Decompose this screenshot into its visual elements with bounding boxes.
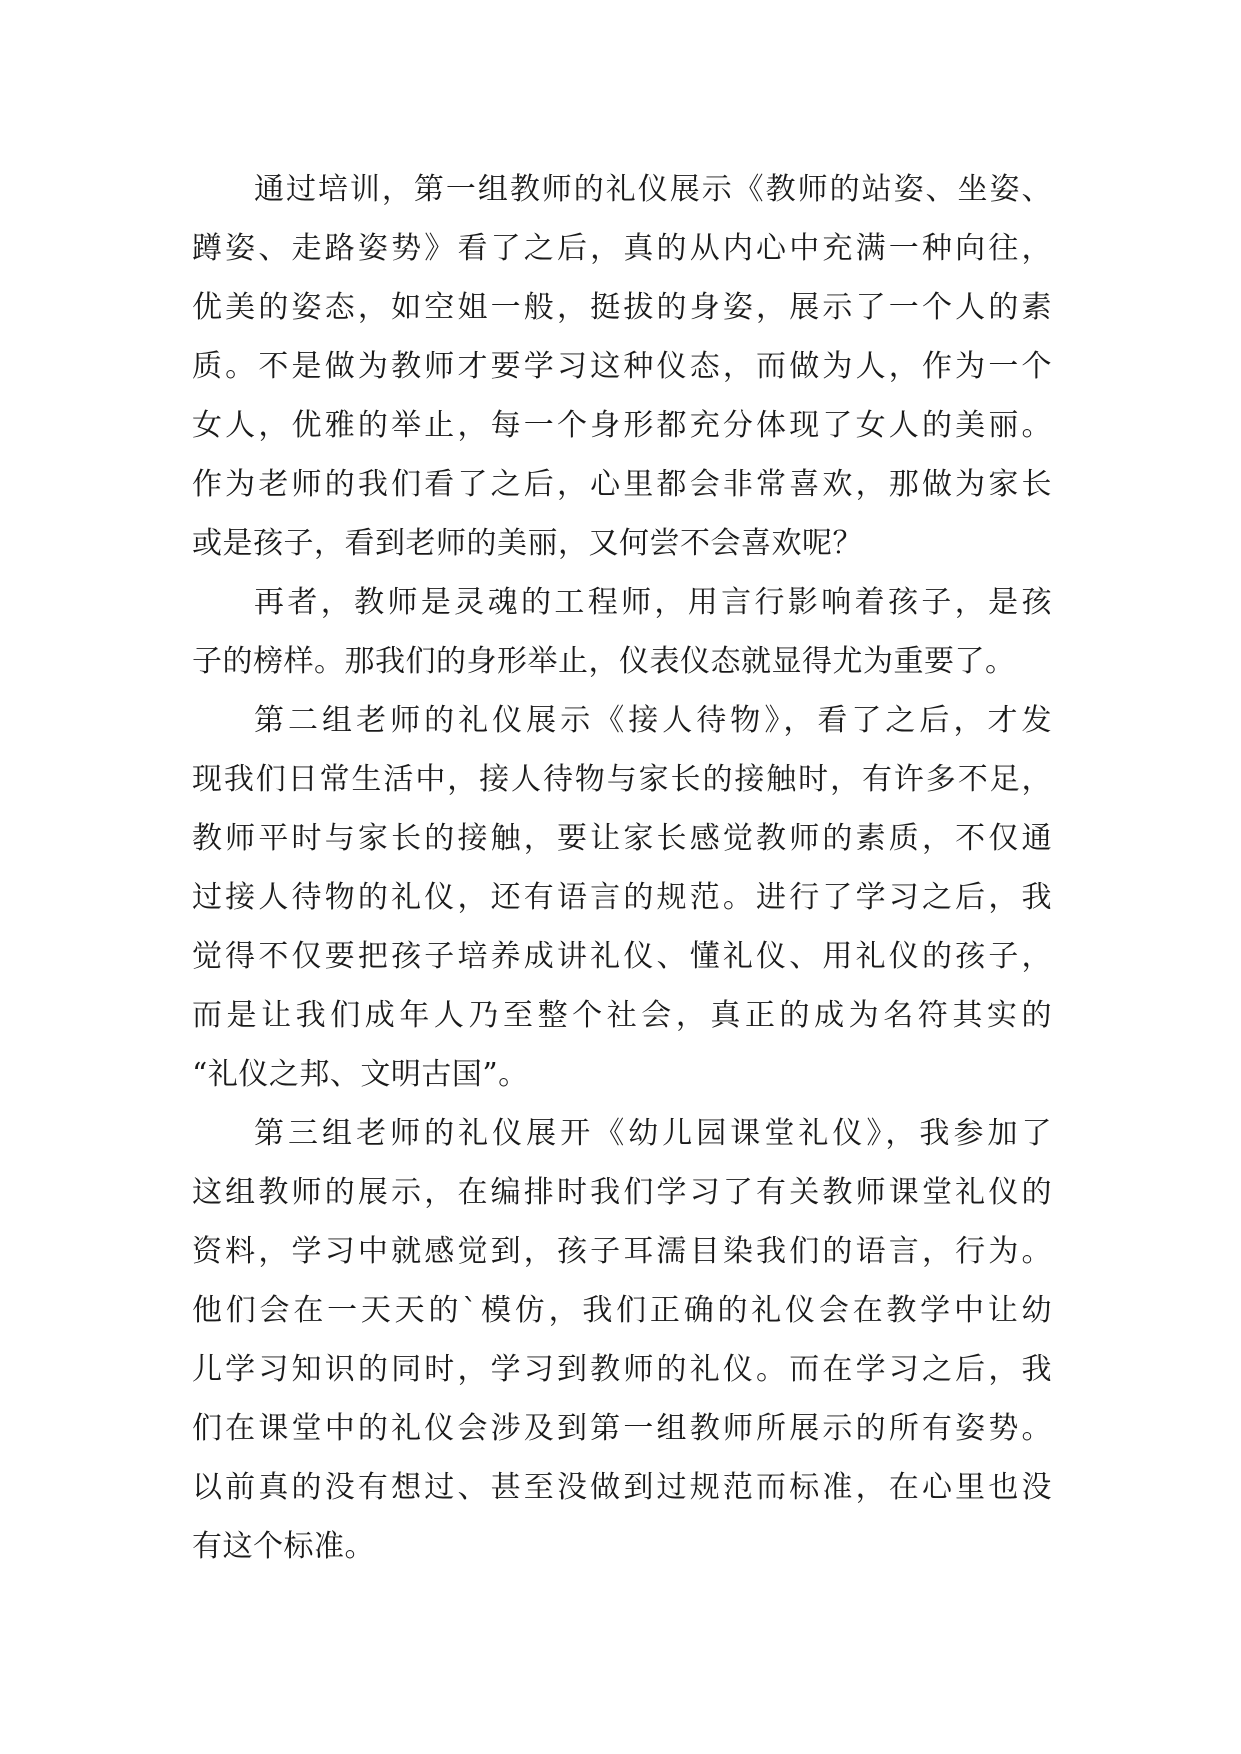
paragraph-3-line-3: 教师平时与家长的接触，要让家长感觉教师的素质，不仅通 [192,821,1052,856]
paragraph-1-line-5: 女人，优雅的举止，每一个身形都充分体现了女人的美丽。 [192,408,1052,443]
paragraph-3-line-7: “礼仪之邦、文明古国”。 [192,1057,529,1092]
paragraph-1-line-2: 蹲姿、走路姿势》看了之后，真的从内心中充满一种向往， [192,231,1052,266]
paragraph-3-line-2: 现我们日常生活中，接人待物与家长的接触时，有许多不足， [192,762,1052,797]
paragraph-1-line-7: 或是孩子，看到老师的美丽，又何尝不会喜欢呢？ [192,526,863,561]
paragraph-3-line-6: 而是让我们成年人乃至整个社会，真正的成为名符其实的 [192,998,1052,1033]
paragraph-1-line-4: 质。不是做为教师才要学习这种仪态，而做为人，作为一个 [192,349,1052,384]
paragraph-1-line-6: 作为老师的我们看了之后，心里都会非常喜欢，那做为家长 [192,467,1052,502]
paragraph-2-line-2: 子的榜样。那我们的身形举止，仪表仪态就显得尤为重要了。 [192,644,1016,679]
paragraph-1-line-3: 优美的姿态，如空姐一般，挺拔的身姿，展示了一个人的素 [192,290,1052,325]
paragraph-4-line-8: 有这个标准。 [192,1529,375,1564]
paragraph-3-line-1: 第二组老师的礼仪展示《接人待物》，看了之后，才发 [254,703,1052,738]
paragraph-3-line-5: 觉得不仅要把孩子培养成讲礼仪、懂礼仪、用礼仪的孩子， [192,939,1052,974]
document-body [192,160,1052,1576]
paragraph-4-line-3: 资料，学习中就感觉到，孩子耳濡目染我们的语言，行为。 [192,1234,1052,1269]
paragraph-1-line-1: 通过培训，第一组教师的礼仪展示《教师的站姿、坐姿、 [254,172,1052,207]
paragraph-4-line-5: 儿学习知识的同时，学习到教师的礼仪。而在学习之后，我 [192,1352,1052,1387]
paragraph-3-line-4: 过接人待物的礼仪，还有语言的规范。进行了学习之后，我 [192,880,1052,915]
paragraph-4-line-1: 第三组老师的礼仪展开《幼儿园课堂礼仪》，我参加了 [254,1116,1052,1151]
paragraph-4-line-4: 他们会在一天天的`模仿，我们正确的礼仪会在教学中让幼 [192,1293,1052,1328]
paragraph-4-line-7: 以前真的没有想过、甚至没做到过规范而标准，在心里也没 [192,1470,1052,1505]
paragraph-4-line-6: 们在课堂中的礼仪会涉及到第一组教师所展示的所有姿势。 [192,1411,1052,1446]
paragraph-2-line-1: 再者，教师是灵魂的工程师，用言行影响着孩子，是孩 [254,585,1052,620]
paragraph-4-line-2: 这组教师的展示，在编排时我们学习了有关教师课堂礼仪的 [192,1175,1052,1210]
